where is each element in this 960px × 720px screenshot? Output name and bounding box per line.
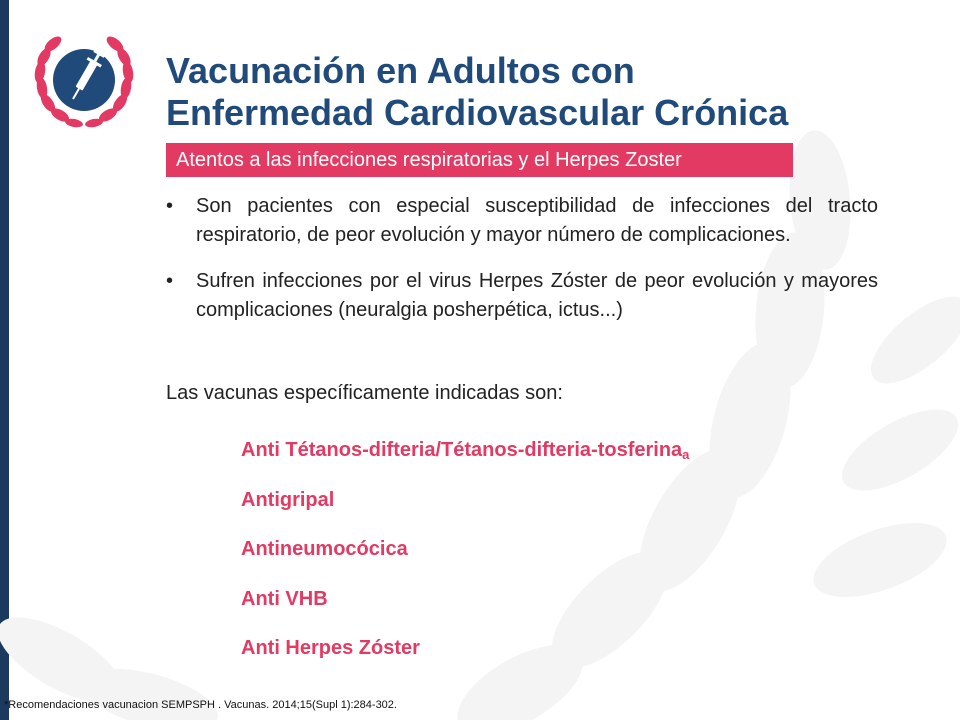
list-item xyxy=(166,192,878,250)
bullet-marker: • xyxy=(166,270,174,292)
title-line-1: Vacunación en Adultos con xyxy=(166,50,635,91)
vaccine-item xyxy=(241,634,689,684)
bullet-marker: • xyxy=(166,195,174,217)
page-title xyxy=(166,50,926,134)
subtitle-banner: Atentos a las infecciones respiratorias y el Herpes Zoster xyxy=(166,143,793,177)
vaccine-item xyxy=(241,486,689,536)
reference-footnote: *Recomendaciones vacunacion SEMPSPH . Vacunas. 2014;15(Supl 1):284-302. xyxy=(4,699,397,711)
vaccine-footnote-mark: a xyxy=(682,447,690,462)
vaccine-item xyxy=(241,436,689,486)
bullet-text: Sufren infecciones por el virus Herpes Zóster de peor evolución y mayores complicaciones (neuralgia posherpética, ictus...) xyxy=(196,270,878,321)
bullet-list xyxy=(166,192,878,342)
laurel-syringe-icon xyxy=(30,30,138,130)
vaccine-name: Anti Herpes Zóster xyxy=(241,637,420,659)
vaccines-intro: Las vacunas específicamente indicadas son: xyxy=(166,382,563,404)
list-item xyxy=(166,267,878,325)
vaccine-item xyxy=(241,585,689,635)
vaccine-name: Anti Tétanos-difteria/Tétanos-difteria-tosferina xyxy=(241,439,683,461)
vaccine-list xyxy=(241,436,689,684)
vaccine-name: Antineumocócica xyxy=(241,538,408,560)
vaccine-name: Anti VHB xyxy=(241,587,328,610)
bullet-text: Son pacientes con especial susceptibilidad de infecciones del tracto respiratorio, de peor evolución y mayor número de complicaciones. xyxy=(196,195,878,246)
vaccine-item xyxy=(241,535,689,585)
vaccine-name: Antigripal xyxy=(241,488,335,511)
title-line-2: Enfermedad Cardiovascular Crónica xyxy=(166,92,789,133)
